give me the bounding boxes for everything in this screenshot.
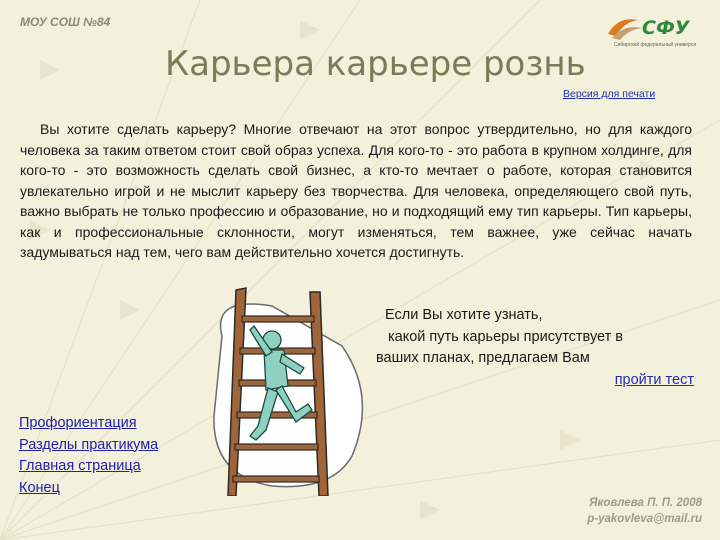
logo-text: СФУ (642, 17, 690, 39)
nav-link-career-guidance[interactable]: Профориентация (19, 415, 137, 431)
sfu-logo (604, 10, 696, 50)
nav-links (19, 413, 158, 499)
author-email: p-yakovleva@mail.ru (587, 513, 702, 525)
prompt-line-3: ваших планах, предлагаем Вам (376, 350, 590, 366)
school-name: МОУ СОШ №84 (20, 15, 111, 29)
prompt-line-2: какой путь карьеры присутствует в (388, 328, 623, 345)
page-title: Карьера карьере рознь (165, 44, 586, 84)
take-test-link[interactable]: пройти тест (614, 371, 694, 388)
nav-link-end[interactable]: Конец (19, 479, 60, 496)
career-ladder-illustration (192, 286, 382, 496)
nav-link-home[interactable]: Главная страница (19, 458, 141, 474)
author-credit (587, 495, 702, 527)
prompt-line-1: Если Вы хотите узнать, (385, 307, 543, 323)
logo-subtext: Сибирский федеральный университет (614, 42, 696, 48)
intro-paragraph: Вы хотите сделать карьеру? Многие отвечают на этот вопрос утвердительно, но для каждого человека за таким ответом стоит свой образ успеха. Для кого-то - это работа в крупном холдинге, для кого-то - это возможность сделать свой бизнес, а кто-то мечтает о работе, которая становится увлекательно игрой и не мыслит карьеру без творчества. Для человека, определяющего свой путь, важно выбрать не только профессию и образование, но и подходящий ему тип карьеры. Тип карьеры, как и профессиональные склонности, могут изменяться, тем важнее, уже сейчас начать задумываться над тем, чего вам действительно хочется достигнуть. (20, 121, 692, 260)
nav-link-workshop-sections[interactable]: Разделы практикума (19, 436, 159, 453)
test-prompt (376, 305, 696, 391)
author-name: Яковлева П. П. 2008 (589, 497, 702, 509)
print-version-link[interactable]: Версия для печати (563, 88, 656, 100)
